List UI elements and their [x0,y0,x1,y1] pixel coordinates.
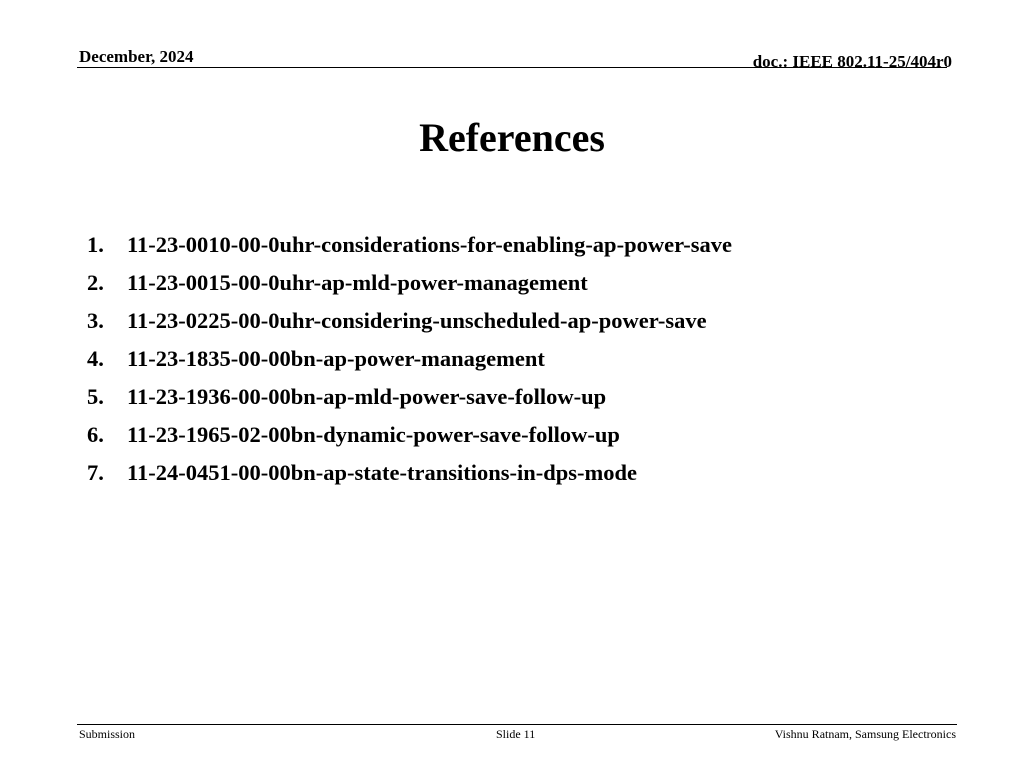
reference-text: 11-23-1835-00-00bn-ap-power-management [127,346,545,371]
reference-number: 3. [87,308,104,333]
reference-item [87,454,732,492]
reference-number: 1. [87,232,104,257]
reference-item [87,302,732,340]
reference-item [87,226,732,264]
references-list [87,226,732,492]
reference-text: 11-23-1936-00-00bn-ap-mld-power-save-follow-up [127,384,607,409]
reference-number: 7. [87,460,104,485]
reference-text: 11-23-0010-00-0uhr-considerations-for-enabling-ap-power-save [127,232,732,257]
reference-number: 5. [87,384,104,409]
footer-submission: Submission [79,727,136,741]
reference-number: 6. [87,422,104,447]
reference-text: 11-24-0451-00-00bn-ap-state-transitions-in-dps-mode [127,460,638,485]
reference-number: 4. [87,346,104,371]
reference-text: 11-23-0225-00-0uhr-considering-unscheduled-ap-power-save [127,308,707,333]
footer-author: Vishnu Ratnam, Samsung Electronics [774,727,956,741]
footer-slide-number: Slide 11 [496,727,536,741]
footer-divider [77,724,957,725]
reference-item [87,378,732,416]
reference-item [87,264,732,302]
reference-item [87,340,732,378]
reference-number: 2. [87,270,104,295]
header-doc-id: doc.: IEEE 802.11-25/404r0 [752,52,952,71]
header-divider [77,67,947,68]
reference-text: 11-23-0015-00-0uhr-ap-mld-power-management [127,270,588,295]
slide-title: References [419,115,605,160]
header-date: December, 2024 [79,47,194,66]
reference-text: 11-23-1965-02-00bn-dynamic-power-save-follow-up [127,422,620,447]
reference-item [87,416,732,454]
